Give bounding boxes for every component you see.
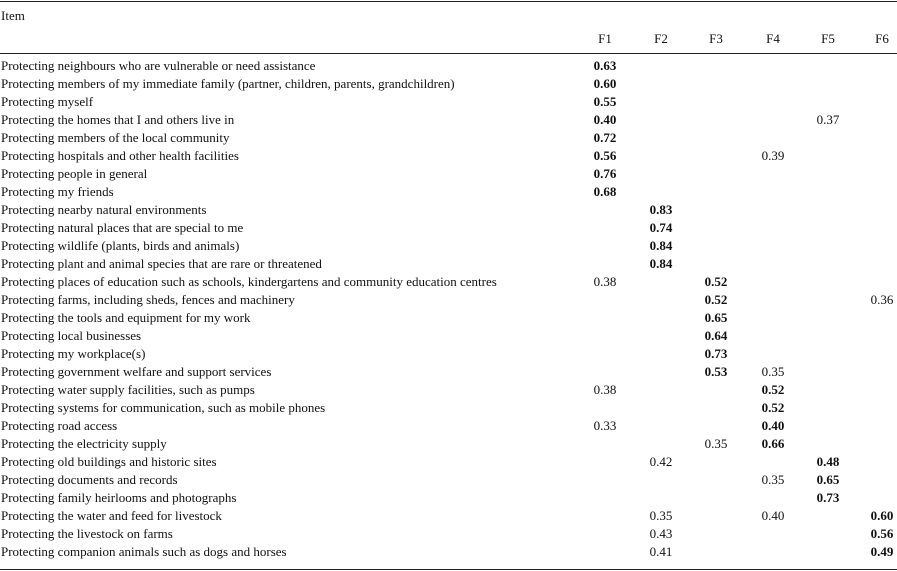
- loading-f6: 0.60: [870, 508, 894, 523]
- item-label: Protecting old buildings and historic sites: [1, 454, 217, 469]
- table-row: [0, 237, 897, 255]
- table-row: [0, 489, 897, 507]
- table-row: [0, 75, 897, 93]
- item-label: Protecting myself: [1, 94, 94, 109]
- table-row: [0, 165, 897, 183]
- table-row: [0, 345, 897, 363]
- loading-f4: 0.40: [761, 418, 785, 433]
- table-row: [0, 291, 897, 309]
- item-label: Protecting places of education such as schools, kindergartens and community education centres: [1, 274, 497, 289]
- item-label: Protecting hospitals and other health facilities: [1, 148, 239, 163]
- item-label: Protecting the livestock on farms: [1, 526, 173, 541]
- loading-f4: 0.35: [761, 472, 785, 487]
- loading-f2: 0.41: [649, 544, 673, 559]
- loading-f5: 0.73: [816, 490, 840, 505]
- loading-f2: 0.83: [649, 202, 673, 217]
- table-row: [0, 399, 897, 417]
- loading-f1: 0.60: [593, 76, 617, 91]
- loading-f5: 0.48: [816, 454, 840, 469]
- loading-f6: 0.36: [870, 292, 894, 307]
- loading-f1: 0.68: [593, 184, 617, 199]
- table-row: [0, 57, 897, 75]
- table-row: [0, 471, 897, 489]
- item-label: Protecting documents and records: [1, 472, 178, 487]
- loading-f1: 0.38: [593, 274, 617, 289]
- loading-f1: 0.33: [593, 418, 617, 433]
- loading-f5: 0.37: [816, 112, 840, 127]
- loading-f6: 0.56: [870, 526, 894, 541]
- factor-header-f2: F2: [654, 31, 668, 46]
- loading-f6: 0.49: [870, 544, 894, 559]
- loading-f2: 0.84: [649, 238, 673, 253]
- loading-f1: 0.56: [593, 148, 617, 163]
- item-label: Protecting my workplace(s): [1, 346, 146, 361]
- loading-f4: 0.40: [761, 508, 785, 523]
- factor-header-f4: F4: [766, 31, 780, 46]
- loading-f3: 0.65: [704, 310, 728, 325]
- table-row: [0, 525, 897, 543]
- table-row: [0, 363, 897, 381]
- item-label: Protecting plant and animal species that are rare or threatened: [1, 256, 322, 271]
- table-row: [0, 453, 897, 471]
- loading-f3: 0.64: [704, 328, 728, 343]
- item-label: Protecting government welfare and support services: [1, 364, 272, 379]
- factor-header-f6: F6: [875, 31, 889, 46]
- table-body: [0, 57, 897, 561]
- loading-f2: 0.43: [649, 526, 673, 541]
- table-top-rule: [0, 1, 897, 2]
- item-label: Protecting people in general: [1, 166, 148, 181]
- loading-f2: 0.74: [649, 220, 673, 235]
- item-label: Protecting companion animals such as dogs and horses: [1, 544, 287, 559]
- table-row: [0, 507, 897, 525]
- item-label: Protecting members of my immediate family (partner, children, parents, grandchildren): [1, 76, 455, 91]
- loading-f1: 0.72: [593, 130, 617, 145]
- table-row: [0, 273, 897, 291]
- loading-f3: 0.35: [704, 436, 728, 451]
- loading-f3: 0.52: [704, 274, 728, 289]
- table-row: [0, 435, 897, 453]
- factor-header-f1: F1: [598, 31, 612, 46]
- item-label: Protecting family heirlooms and photographs: [1, 490, 237, 505]
- table-row: [0, 309, 897, 327]
- loading-f4: 0.35: [761, 364, 785, 379]
- loading-f1: 0.76: [593, 166, 617, 181]
- table-row: [0, 147, 897, 165]
- table-row: [0, 201, 897, 219]
- table-row: [0, 543, 897, 561]
- item-label: Protecting road access: [1, 418, 118, 433]
- loading-f4: 0.66: [761, 436, 785, 451]
- loading-f3: 0.52: [704, 292, 728, 307]
- loading-f1: 0.40: [593, 112, 617, 127]
- loading-f3: 0.73: [704, 346, 728, 361]
- table-row: [0, 183, 897, 201]
- table-bottom-rule: [0, 569, 897, 570]
- loading-f2: 0.84: [649, 256, 673, 271]
- item-label: Protecting neighbours who are vulnerable or need assistance: [1, 58, 316, 73]
- table-row: [0, 111, 897, 129]
- factor-header-f5: F5: [821, 31, 835, 46]
- item-label: Protecting nearby natural environments: [1, 202, 207, 217]
- table-row: [0, 255, 897, 273]
- table-row: [0, 417, 897, 435]
- item-label: Protecting the tools and equipment for my work: [1, 310, 251, 325]
- loading-f5: 0.65: [816, 472, 840, 487]
- item-label: Protecting the water and feed for livestock: [1, 508, 222, 523]
- item-label: Protecting water supply facilities, such as pumps: [1, 382, 255, 397]
- loading-f4: 0.52: [761, 382, 785, 397]
- loading-f2: 0.35: [649, 508, 673, 523]
- item-label: Protecting my friends: [1, 184, 114, 199]
- item-label: Protecting members of the local community: [1, 130, 230, 145]
- loading-f3: 0.53: [704, 364, 728, 379]
- loading-f1: 0.38: [593, 382, 617, 397]
- loading-f4: 0.39: [761, 148, 785, 163]
- loading-f1: 0.63: [593, 58, 617, 73]
- item-label: Protecting natural places that are special to me: [1, 220, 244, 235]
- header-rule: [0, 53, 897, 54]
- loading-f4: 0.52: [761, 400, 785, 415]
- table-row: [0, 381, 897, 399]
- loading-f2: 0.42: [649, 454, 673, 469]
- item-label: Protecting the electricity supply: [1, 436, 167, 451]
- item-column-header: Item: [1, 8, 25, 23]
- table-row: [0, 327, 897, 345]
- factor-header-f3: F3: [709, 31, 723, 46]
- item-label: Protecting local businesses: [1, 328, 142, 343]
- item-label: Protecting farms, including sheds, fences and machinery: [1, 292, 295, 307]
- table-row: [0, 219, 897, 237]
- table-row: [0, 93, 897, 111]
- item-label: Protecting the homes that I and others live in: [1, 112, 235, 127]
- loading-f1: 0.55: [593, 94, 617, 109]
- item-label: Protecting wildlife (plants, birds and animals): [1, 238, 240, 253]
- table-row: [0, 129, 897, 147]
- item-label: Protecting systems for communication, such as mobile phones: [1, 400, 326, 415]
